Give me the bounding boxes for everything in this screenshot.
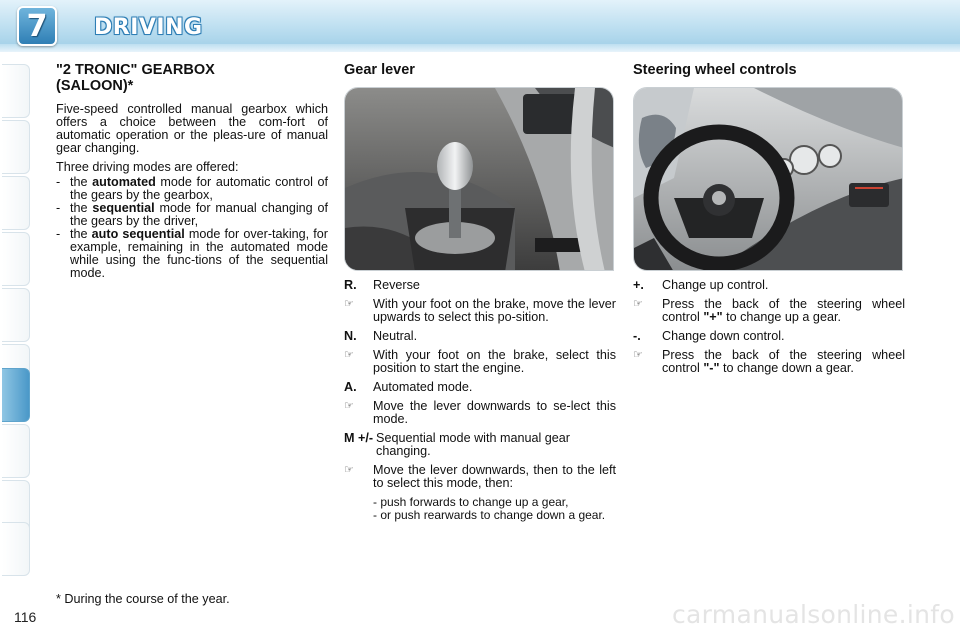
pointing-hand-icon: ☞ <box>344 464 354 476</box>
page-number: 116 <box>14 609 37 625</box>
chapter-tab[interactable] <box>2 120 30 174</box>
pointing-hand-icon: ☞ <box>344 400 354 412</box>
modes-intro: Three driving modes are offered: <box>56 160 239 174</box>
step-plus: ☞ Press the back of the steering wheel control "+" to change up a gear. <box>633 297 905 324</box>
steering-wheel-heading: Steering wheel controls <box>633 62 797 78</box>
position-n: N. Neutral. <box>344 329 418 343</box>
pointing-hand-icon: ☞ <box>344 349 354 361</box>
chapter-number: 7 <box>26 8 48 44</box>
chapter-tab[interactable] <box>2 232 30 286</box>
step-a: ☞ Move the lever downwards to se-lect this mode. <box>344 399 616 426</box>
chapter-tab-rail <box>0 64 34 576</box>
gearbox-section <box>56 60 328 280</box>
chapter-tab[interactable] <box>2 522 30 576</box>
steering-wheel-section <box>633 60 905 381</box>
gearbox-heading: "2 TRONIC" GEARBOX (SALOON)* <box>56 62 215 94</box>
chapter-tab[interactable] <box>2 424 30 478</box>
gearbox-intro: Five-speed controlled manual gearbox which offers a choice between the com-fort of automatic operation or the pleas-ure of manual gear changing. <box>56 102 328 155</box>
step-minus: ☞ Press the back of the steering wheel control "-" to change down a gear. <box>633 348 905 375</box>
gear-lever-photo <box>344 87 614 271</box>
gear-lever-heading: Gear lever <box>344 62 415 78</box>
chapter-title: DRIVING <box>94 15 203 40</box>
gear-lever-section <box>344 60 616 527</box>
pointing-hand-icon: ☞ <box>344 298 354 310</box>
pointing-hand-icon: ☞ <box>633 349 643 361</box>
step-m: ☞ Move the lever downwards, then to the left to select this mode, then: <box>344 463 616 490</box>
footnote: * During the course of the year. <box>56 592 230 606</box>
steering-wheel-photo <box>633 87 903 271</box>
position-a: A. Automated mode. <box>344 380 473 394</box>
gear-lever-illustration <box>345 88 614 271</box>
chapter-tab[interactable] <box>2 64 30 118</box>
chapter-number-badge <box>17 6 57 46</box>
step-n: ☞ With your foot on the brake, select this position to start the engine. <box>344 348 616 375</box>
chapter-tab-active[interactable] <box>2 368 30 422</box>
watermark: carmanualsonline.info <box>672 600 955 629</box>
chapter-tab[interactable] <box>2 288 30 342</box>
control-plus: +. Change up control. <box>633 278 769 292</box>
sub-steps: - push forwards to change up a gear, - or push rearwards to change down a gear. <box>373 495 606 522</box>
chapter-tab[interactable] <box>2 176 30 230</box>
mode-item-auto-sequential: - the auto sequential mode for over-taking, for example, remaining in the automated mode while using the func-tions of the sequential mode. <box>56 227 328 280</box>
position-m: M +/- Sequential mode with manual gear changing. <box>344 431 570 458</box>
step-r: ☞ With your foot on the brake, move the lever upwards to select this po-sition. <box>344 297 616 324</box>
mode-item-sequential: - the sequential mode for manual changing of the gears by the driver, <box>56 201 328 228</box>
control-minus: -. Change down control. <box>633 329 785 343</box>
steering-wheel-illustration <box>634 88 903 271</box>
header-strip <box>0 44 960 52</box>
pointing-hand-icon: ☞ <box>633 298 643 310</box>
mode-item-automated: - the automated mode for automatic control of the gears by the gearbox, <box>56 175 328 202</box>
position-r: R. Reverse <box>344 278 420 292</box>
